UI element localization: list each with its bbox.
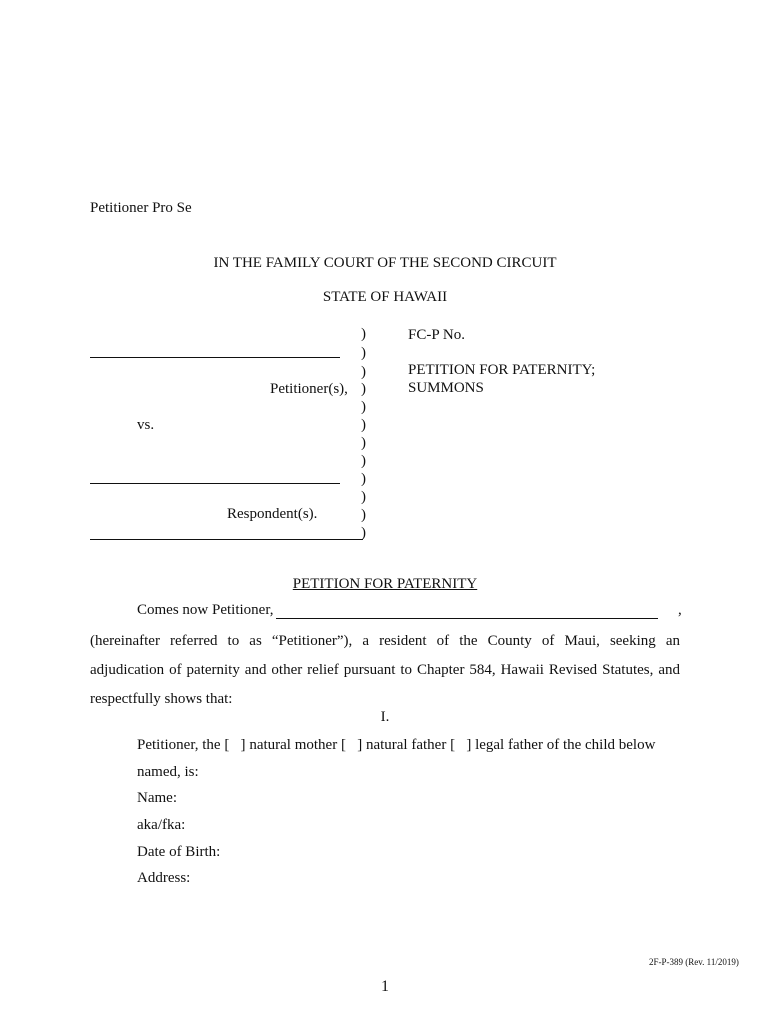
caption-bottom-line	[90, 539, 363, 540]
child-aka-field[interactable]: aka/fka:	[137, 817, 186, 833]
caption-paren: )	[361, 326, 366, 342]
petitioner-pro-se-label: Petitioner Pro Se	[90, 200, 192, 216]
caption-paren: )	[361, 381, 366, 397]
caption-paren: )	[361, 471, 366, 487]
natural-father-label: natural father	[365, 737, 447, 753]
legal-father-checkbox[interactable]: [ ]	[450, 737, 472, 753]
intro-line-2: adjudication of paternity and other relief pursuant to Chapter 584, Hawaii Revised Statutes, and	[90, 662, 680, 678]
case-number-label: FC-P No.	[408, 327, 465, 343]
court-name: IN THE FAMILY COURT OF THE SECOND CIRCUIT	[213, 255, 557, 271]
intro-paragraph	[90, 627, 680, 714]
vs-label: vs.	[137, 417, 155, 433]
natural-father-checkbox[interactable]: [ ]	[340, 737, 363, 753]
respondents-label: Respondent(s).	[227, 506, 318, 522]
document-title-line2: SUMMONS	[408, 380, 484, 396]
roman-numeral-one: I.	[380, 709, 390, 725]
named-is-text: named, is:	[137, 764, 199, 780]
petitioner-the-text: Petitioner, the	[137, 737, 221, 753]
petitioners-label: Petitioner(s),	[270, 381, 348, 397]
document-title-line1: PETITION FOR PATERNITY;	[408, 362, 596, 378]
caption-paren: )	[361, 489, 366, 505]
comes-now-text: Comes now Petitioner,	[137, 602, 274, 618]
caption-paren: )	[361, 435, 366, 451]
petitioner-name-field[interactable]	[276, 618, 658, 619]
petitioner-name-line[interactable]	[90, 357, 340, 358]
comes-now-comma: ,	[678, 602, 682, 618]
state-name: STATE OF HAWAII	[322, 289, 448, 305]
intro-line-1: (hereinafter referred to as “Petitioner”), a resident of the County of Maui, seeking an	[90, 633, 680, 649]
child-dob-field[interactable]: Date of Birth:	[137, 844, 221, 860]
natural-mother-label: natural mother	[249, 737, 338, 753]
caption-paren: )	[361, 453, 366, 469]
caption-paren: )	[361, 345, 366, 361]
caption-paren: )	[361, 417, 366, 433]
section-heading: PETITION FOR PATERNITY	[292, 576, 478, 592]
respondent-name-line[interactable]	[90, 483, 340, 484]
form-number: 2F-P-389 (Rev. 11/2019)	[649, 957, 739, 967]
caption-paren: )	[361, 364, 366, 380]
natural-mother-checkbox[interactable]: [ ]	[224, 737, 246, 753]
caption-paren: )	[361, 507, 366, 523]
caption-paren: )	[361, 525, 366, 541]
child-name-field[interactable]: Name:	[137, 790, 177, 806]
intro-line-3: respectfully shows that:	[90, 691, 233, 707]
legal-father-label: legal father of the child below	[475, 737, 656, 753]
child-address-field[interactable]: Address:	[137, 870, 191, 886]
petitioner-role-line	[137, 737, 655, 754]
page-number: 1	[381, 978, 389, 995]
caption-paren: )	[361, 399, 366, 415]
